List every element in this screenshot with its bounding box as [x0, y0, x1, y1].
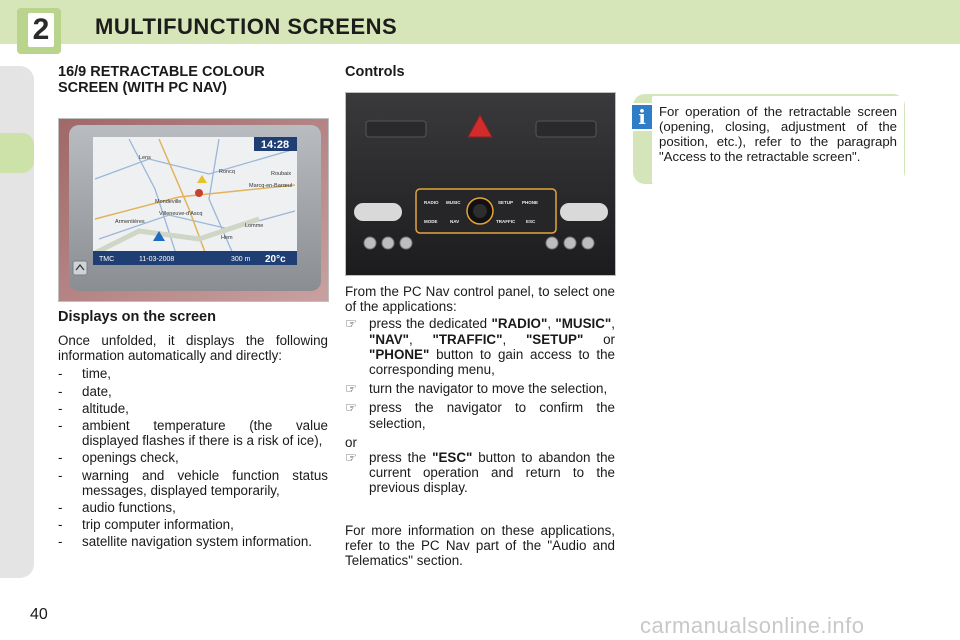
map-place-label: Armentières: [115, 219, 145, 225]
list-item: [345, 450, 615, 496]
list-item: [345, 316, 615, 377]
bullet-dash: -: [58, 366, 63, 382]
radio-label: "RADIO": [491, 316, 548, 332]
list-item: [58, 418, 328, 448]
panel-button-phone: PHONE: [522, 200, 539, 205]
list-item: [58, 500, 328, 515]
list-item: [58, 468, 328, 498]
list-item: [345, 381, 615, 396]
list-item-text: ambient temperature (the value displayed flashes if there is a risk of ice),: [82, 418, 328, 449]
separator: ,: [547, 316, 556, 332]
bullet-dash: -: [58, 400, 63, 416]
step2-text: turn the navigator to move the selection,: [369, 381, 608, 397]
step1-text: press the dedicated: [369, 316, 492, 332]
list-item: [58, 366, 328, 381]
step1-text-end: button to gain access to the corresponding menu,: [369, 346, 615, 378]
more-info-text: For more information on these applications, refer to the PC Nav part of the "Audio and Telematics" section.: [345, 523, 615, 569]
bullet-dash: -: [58, 534, 63, 550]
chapter-number: 2: [28, 13, 54, 47]
phone-label: "PHONE": [369, 346, 430, 362]
list-item-text: openings check,: [82, 450, 179, 466]
screen-temperature: 20°c: [265, 254, 286, 265]
info-text: For operation of the retractable screen (opening, closing, adjustment of the position, etc.), refer to the paragraph "Access to the retractable screen".: [659, 104, 897, 164]
separator: ,: [611, 316, 615, 332]
panel-button-setup: SETUP: [498, 200, 514, 205]
pointing-hand-icon: ☞: [345, 450, 358, 466]
bullet-dash: -: [58, 500, 63, 516]
pointing-hand-icon: ☞: [345, 316, 358, 332]
pointing-hand-icon: ☞: [345, 381, 358, 397]
list-item-text: warning and vehicle function status messages, displayed temporarily,: [82, 467, 328, 498]
step4-text: press the: [369, 450, 433, 466]
displays-title: Displays on the screen: [58, 309, 216, 325]
list-item-text: satellite navigation system information.: [82, 534, 312, 550]
bullet-dash: -: [58, 418, 63, 434]
panel-button-radio: RADIO: [424, 200, 439, 205]
screen-tmc: TMC: [99, 256, 115, 263]
list-item: [58, 534, 328, 549]
list-item-text: audio functions,: [82, 500, 176, 516]
list-item: [58, 384, 328, 399]
or-word: or: [583, 331, 615, 347]
separator: ,: [408, 331, 433, 347]
side-band-tab: [0, 133, 34, 173]
panel-button-esc: ESC: [526, 219, 536, 224]
or-text: or: [345, 434, 357, 450]
retractable-screen-photo: [58, 118, 329, 302]
section-title-screen: [58, 64, 265, 96]
screen-altitude: 300 m: [231, 256, 251, 263]
control-panel-illustration: [346, 93, 615, 275]
screen-time: 14:28: [260, 139, 290, 151]
map-place-label: Mondeville: [155, 199, 182, 205]
list-item-text: trip computer information,: [82, 517, 234, 533]
list-item: [58, 450, 328, 465]
step3-text: press the navigator to confirm the selection,: [369, 400, 615, 431]
info-icon: i: [630, 103, 654, 131]
bullet-dash: -: [58, 467, 63, 483]
list-item: [58, 401, 328, 416]
displays-list: [58, 366, 328, 549]
map-place-label: Villeneuve-d'Ascq: [159, 211, 203, 217]
bullet-dash: -: [58, 450, 63, 466]
controls-title: Controls: [345, 64, 405, 80]
controls-body: [345, 284, 615, 500]
map-place-label: Roubaix: [271, 171, 292, 177]
list-item-text: altitude,: [82, 400, 129, 416]
controls-list: [345, 316, 615, 430]
panel-button-traffic: TRAFFIC: [496, 219, 516, 224]
list-item: [345, 400, 615, 430]
map-place-label: Hem: [221, 235, 233, 241]
panel-button-nav: NAV: [450, 219, 460, 224]
nav-label: "NAV": [369, 331, 409, 347]
traffic-label: "TRAFFIC": [432, 331, 503, 347]
step4-text-end: button to abandon the current operation and return to the previous display.: [369, 450, 615, 496]
displays-body: [58, 333, 328, 552]
list-item-text: time,: [82, 366, 112, 382]
esc-label: "ESC": [432, 450, 473, 466]
controls-list-alt: [345, 450, 615, 496]
section-title-line2: SCREEN (WITH PC NAV): [58, 80, 227, 96]
setup-label: "SETUP": [525, 331, 584, 347]
control-panel-photo: [345, 92, 616, 276]
music-label: "MUSIC": [555, 316, 612, 332]
map-place-label: Lomme: [245, 223, 264, 229]
list-item-text: date,: [82, 383, 112, 399]
pointing-hand-icon: ☞: [345, 400, 358, 416]
section-title-line1: 16/9 RETRACTABLE COLOUR: [58, 64, 265, 80]
panel-button-mode: MODE: [424, 219, 438, 224]
map-place-label: Lens: [139, 155, 151, 161]
page-title: MULTIFUNCTION SCREENS: [95, 14, 398, 39]
screen-date: 11-03-2008: [139, 256, 175, 263]
panel-button-music: MUSIC: [446, 200, 461, 205]
bullet-dash: -: [58, 383, 63, 399]
displays-intro: Once unfolded, it displays the following information automatically and directly:: [58, 333, 328, 364]
separator: ,: [502, 331, 526, 347]
bullet-dash: -: [58, 517, 63, 533]
map-place-label: Roncq: [219, 169, 235, 175]
controls-intro: From the PC Nav control panel, to select one of the applications:: [345, 284, 615, 315]
list-item: [58, 517, 328, 532]
watermark: carmanualsonline.info: [640, 613, 865, 638]
map-place-label: Marcq-en-Barœul: [249, 183, 293, 189]
page-number: 40: [30, 606, 48, 623]
screen-illustration: [59, 119, 328, 301]
